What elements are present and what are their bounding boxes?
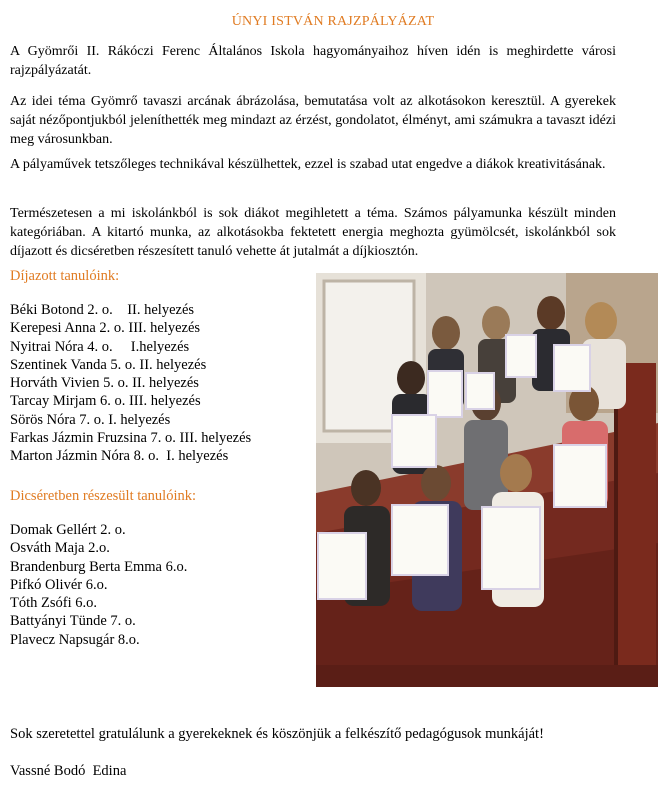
list-item: Osváth Maja 2.o.	[10, 540, 110, 557]
theme-paragraph: Az idei téma Gyömrő tavaszi arcának ábrázolása, bemutatása volt az alkotásokon keresztül. A gyerekek saját nézőpontjukból jeleníthették meg mindazt az érzést, gondolatot, élményt, ami számukra a tavaszt idézi meg városunkban.	[10, 94, 616, 147]
list-item: Battyányi Tünde 7. o.	[10, 613, 136, 630]
awarded-list	[10, 301, 251, 466]
signature: Vassné Bodó Edina	[10, 763, 127, 779]
closing-text: Sok szeretettel gratulálunk a gyerekeknek és köszönjük a felkészítő pedagógusok munkáját!	[10, 726, 544, 742]
list-item: Tóth Zsófi 6.o.	[10, 595, 97, 612]
list-item: Szentinek Vanda 5. o. II. helyezés	[10, 356, 207, 373]
technique-paragraph: A pályaművek tetszőleges technikával készülhettek, ezzel is szabad utat engedve a diákok kreativitásának.	[10, 157, 606, 172]
list-item: Tarcay Mirjam 6. o. III. helyezés	[10, 393, 201, 410]
page-title: ÚNYI ISTVÁN RAJZPÁLYÁZAT	[231, 14, 435, 29]
list-item: Sörös Nóra 7. o. I. helyezés	[10, 411, 171, 428]
list-item: Brandenburg Berta Emma 6.o.	[10, 558, 188, 575]
results-paragraph: Természetesen a mi iskolánkból is sok diákot megihletett a téma. Számos pályamunka készült minden kategóriában. A kitartó munka, az alkotásokba fektetett energia meghozta gyümölcsét, iskolánkból sok díjazott és dicséretben részesített tanuló vehette át jutalmát a díjkiosztón.	[10, 206, 616, 259]
list-item: Pifkó Olivér 6.o.	[10, 576, 108, 593]
commended-list	[10, 521, 187, 649]
commended-heading: Dicséretben részesült tanulóink:	[10, 488, 197, 504]
list-item: Plavecz Napsugár 8.o.	[10, 631, 140, 648]
group-photo-illustration	[316, 273, 658, 687]
list-item: Farkas Jázmin Fruzsina 7. o. III. helyezés	[10, 430, 252, 447]
list-item: Kerepesi Anna 2. o. III. helyezés	[10, 320, 201, 337]
list-item: Béki Botond 2. o. II. helyezés	[10, 302, 195, 318]
awarded-heading: Díjazott tanulóink:	[10, 268, 120, 284]
list-item: Marton Jázmin Nóra 8. o. I. helyezés	[10, 448, 229, 465]
list-item: Domak Gellért 2. o.	[10, 522, 126, 538]
group-photo	[316, 273, 658, 687]
list-item: Horváth Vivien 5. o. II. helyezés	[10, 375, 199, 392]
list-item: Nyitrai Nóra 4. o. I.helyezés	[10, 338, 190, 355]
intro-paragraph: A Gyömrői II. Rákóczi Ferenc Általános Iskola hagyományaihoz híven idén is meghirdette városi rajzpályázatát.	[10, 44, 616, 78]
